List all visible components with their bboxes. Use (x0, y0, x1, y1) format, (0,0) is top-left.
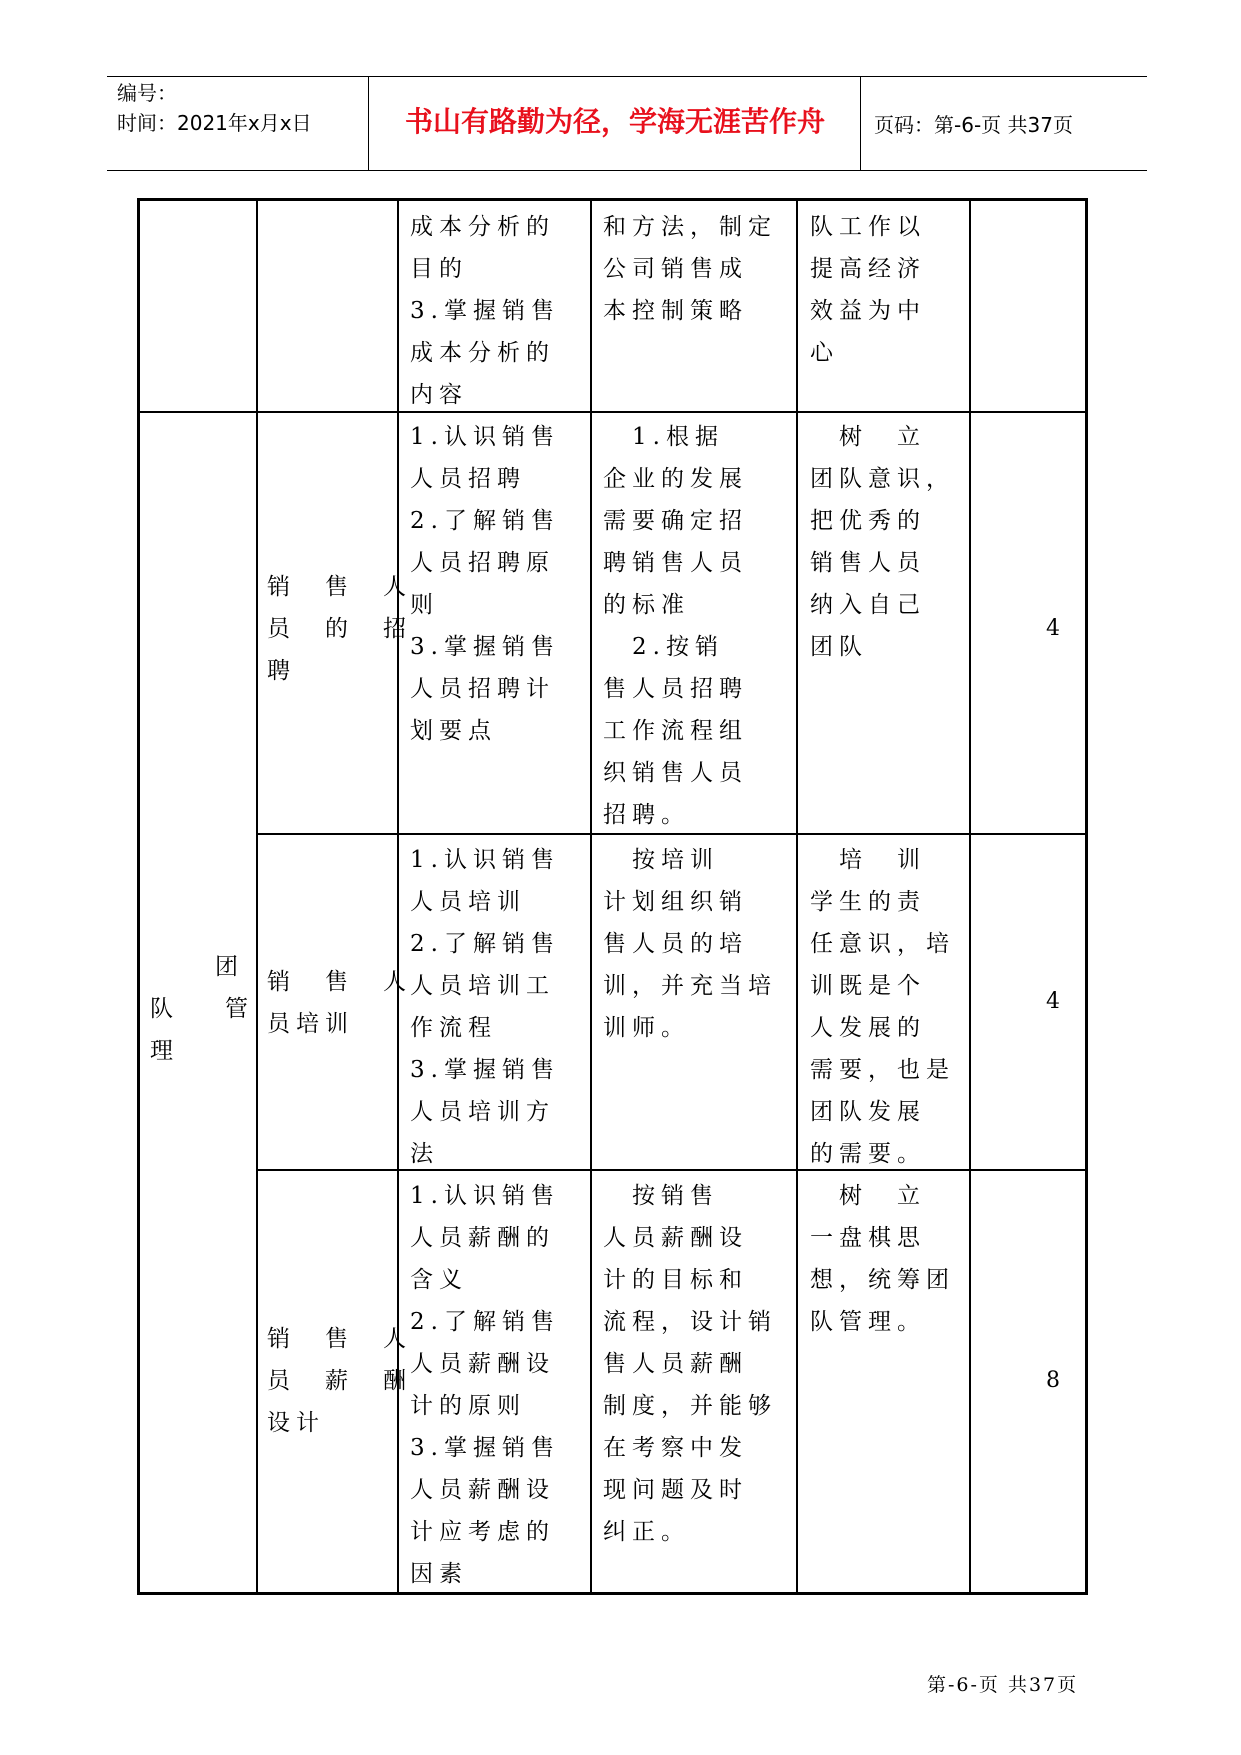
text-line: 2.了解销售 (410, 508, 560, 534)
row3-objectives (410, 1175, 560, 1595)
text-line: 法 (410, 1141, 439, 1167)
row0-skills (603, 206, 777, 332)
column-divider-5 (969, 201, 971, 1592)
text-line: 公司销售成 (603, 256, 748, 282)
text-line: 人员培训方 (410, 1099, 555, 1125)
text-line: 在考察中发 (603, 1435, 748, 1461)
text-line: 人发展的 (810, 1015, 926, 1041)
curriculum-table (137, 198, 1088, 1595)
text-line: 纠正。 (603, 1519, 690, 1545)
text-line: 队管理。 (810, 1309, 926, 1335)
text-line: 提高经济 (810, 256, 926, 282)
text-line: 纳入自己 (810, 592, 926, 618)
header-divider-right (860, 76, 861, 170)
text-line: 人员招聘计 (410, 676, 555, 702)
text-line: 含义 (410, 1267, 468, 1293)
text-line: 树 立 (810, 1183, 926, 1209)
row2-hours: 4 (1046, 989, 1060, 1014)
row2-topic (267, 961, 412, 1045)
text-line: 计的目标和 (603, 1267, 748, 1293)
text-line: 人员培训 (410, 889, 526, 915)
text-line: 训，并充当培 (603, 973, 777, 999)
text-line: 任意识，培 (810, 931, 955, 957)
text-line: 人员培训工 (410, 973, 555, 999)
header-slogan: 书山有路勤为径，学海无涯苦作舟 (404, 105, 825, 138)
header-bottom-rule (107, 170, 1147, 171)
row1-attitude (810, 416, 955, 668)
header-page-info: 页码：第-6-页 共37页 (874, 113, 1073, 137)
text-line: 1.认识销售 (410, 1183, 560, 1209)
text-line: 团队发展 (810, 1099, 926, 1125)
text-line: 销 售 人 (267, 574, 412, 600)
row0-objectives (410, 206, 560, 416)
text-line: 销 售 人 (267, 1326, 412, 1352)
text-line: 需要确定招 (603, 508, 748, 534)
row0-attitude (810, 206, 926, 374)
serial-number-label: 编号： (117, 81, 177, 105)
text-line: 销售人员 (810, 550, 926, 576)
row3-attitude (810, 1175, 955, 1343)
text-line: 3.掌握销售 (410, 298, 560, 324)
text-line: 织销售人员 (603, 760, 748, 786)
text-line: 心 (810, 340, 839, 366)
text-line: 2.按销 (603, 634, 724, 660)
text-line: 内容 (410, 382, 468, 408)
text-line: 3.掌握销售 (410, 1435, 560, 1461)
text-line: 1.根据 (603, 424, 724, 450)
text-line: 想，统筹团 (810, 1267, 955, 1293)
text-line: 流程，设计销 (603, 1309, 777, 1335)
text-line: 1.认识销售 (410, 424, 560, 450)
text-line: 员 薪 酬 (267, 1368, 412, 1394)
row2-attitude (810, 839, 955, 1175)
date-line: 时间：2021年x月x日 (117, 111, 312, 135)
row3-hours: 8 (1046, 1368, 1060, 1393)
text-line: 企业的发展 (603, 466, 748, 492)
page-footer: 第-6-页 共37页 (927, 1674, 1079, 1696)
row3-topic (267, 1318, 412, 1444)
text-line: 3.掌握销售 (410, 1057, 560, 1083)
text-line: 理 (150, 1038, 175, 1064)
row2-objectives (410, 839, 560, 1175)
column-divider-4 (796, 201, 798, 1592)
text-line: 人员薪酬设 (410, 1477, 555, 1503)
text-line: 计应考虑的 (410, 1519, 555, 1545)
row1-hours: 4 (1046, 616, 1060, 641)
text-line: 员培训 (267, 1011, 354, 1037)
text-line: 一盘棋思 (810, 1225, 926, 1251)
text-line: 团 (215, 954, 240, 980)
text-line: 树 立 (810, 424, 926, 450)
text-line: 按培训 (603, 847, 719, 873)
text-line: 人员招聘 (410, 466, 526, 492)
text-line: 现问题及时 (603, 1477, 748, 1503)
text-line: 2.了解销售 (410, 931, 560, 957)
row-divider-3 (256, 1169, 1085, 1171)
text-line: 则 (410, 592, 439, 618)
text-line: 的标准 (603, 592, 690, 618)
text-line: 人员薪酬的 (410, 1225, 555, 1251)
text-line: 训既是个 (810, 973, 926, 999)
row-divider-1 (140, 411, 1085, 413)
text-line: 1.认识销售 (410, 847, 560, 873)
text-line: 团队意识， (810, 466, 955, 492)
text-line: 售人员薪酬 (603, 1351, 748, 1377)
text-line: 成本分析的 (410, 340, 555, 366)
text-line: 把优秀的 (810, 508, 926, 534)
text-line: 售人员的培 (603, 931, 748, 957)
text-line: 工作流程组 (603, 718, 748, 744)
text-line: 招聘。 (603, 802, 690, 828)
column-divider-3 (590, 201, 592, 1592)
group-label-team-management (150, 946, 250, 1072)
text-line: 人员薪酬设 (410, 1351, 555, 1377)
row1-skills (603, 416, 748, 836)
text-line: 员 的 招 (267, 616, 412, 642)
text-line: 销 售 人 (267, 969, 412, 995)
row3-skills (603, 1175, 777, 1553)
text-line: 训师。 (603, 1015, 690, 1041)
text-line: 制度，并能够 (603, 1393, 777, 1419)
text-line: 2.了解销售 (410, 1309, 560, 1335)
text-line: 人员薪酬设 (603, 1225, 748, 1251)
text-line: 团队 (810, 634, 868, 660)
header-top-rule (107, 76, 1147, 77)
text-line: 目的 (410, 256, 468, 282)
text-line: 计划组织销 (603, 889, 748, 915)
header-meta (117, 78, 312, 138)
text-line: 队 管 (150, 996, 250, 1022)
text-line: 培 训 (810, 847, 926, 873)
text-line: 人员招聘原 (410, 550, 555, 576)
header-divider-left (368, 76, 369, 170)
text-line: 效益为中 (810, 298, 926, 324)
text-line: 3.掌握销售 (410, 634, 560, 660)
text-line: 聘 (267, 658, 296, 684)
text-line: 因素 (410, 1561, 468, 1587)
text-line: 学生的责 (810, 889, 926, 915)
text-line: 划要点 (410, 718, 497, 744)
text-line: 设计 (267, 1410, 325, 1436)
row1-topic (267, 566, 412, 692)
text-line: 本控制策略 (603, 298, 748, 324)
text-line: 按销售 (603, 1183, 719, 1209)
row1-objectives (410, 416, 560, 752)
text-line: 的需要。 (810, 1141, 926, 1167)
column-divider-1 (256, 201, 258, 1592)
text-line: 售人员招聘 (603, 676, 748, 702)
text-line: 队工作以 (810, 214, 926, 240)
text-line: 计的原则 (410, 1393, 526, 1419)
text-line: 和方法，制定 (603, 214, 777, 240)
text-line: 成本分析的 (410, 214, 555, 240)
text-line: 需要，也是 (810, 1057, 955, 1083)
text-line: 作流程 (410, 1015, 497, 1041)
text-line: 聘销售人员 (603, 550, 748, 576)
row2-skills (603, 839, 777, 1049)
